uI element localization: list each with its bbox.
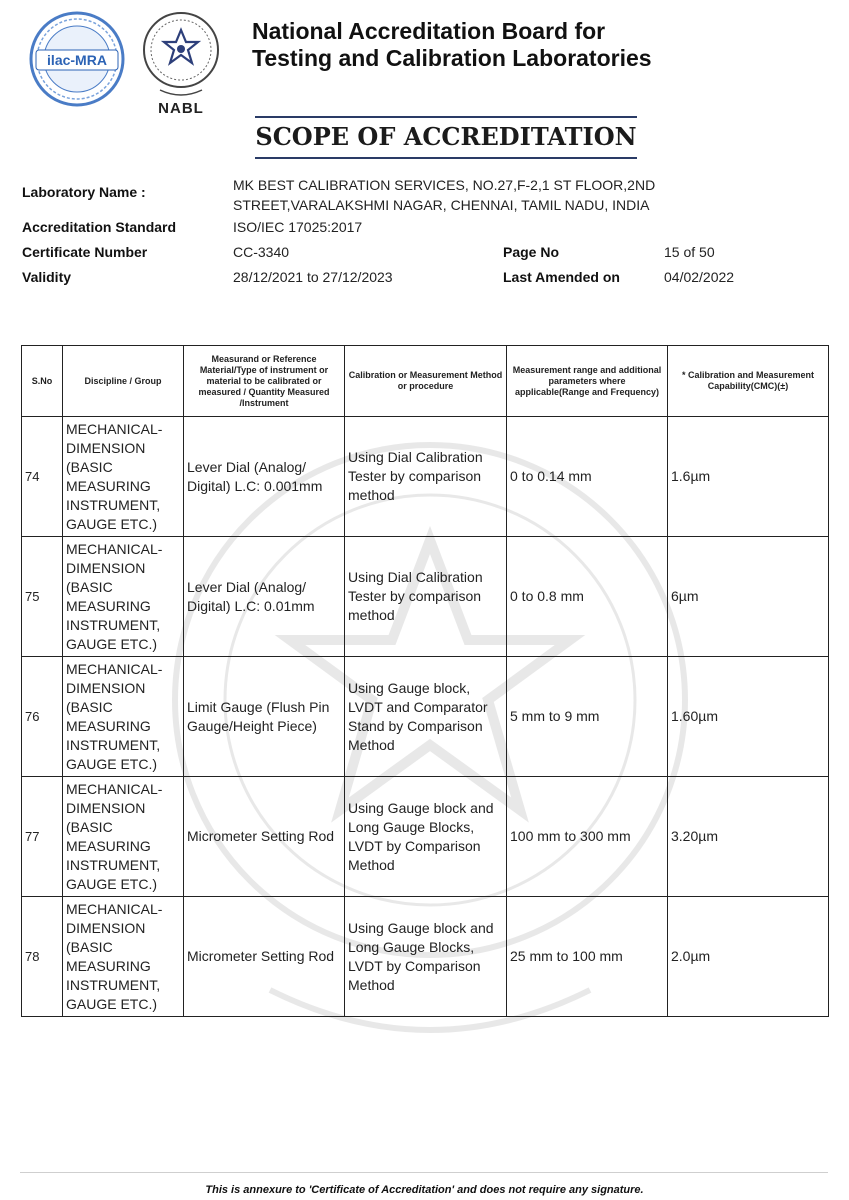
svg-text:ilac-MRA: ilac-MRA [47,52,107,68]
table-row [22,537,829,657]
cell-sno: 75 [22,537,63,657]
cell-sno: 76 [22,657,63,777]
table-row [22,417,829,537]
standard-value: ISO/IEC 17025:2017 [233,219,363,235]
ilac-mra-logo [28,10,126,108]
cell-method: Using Dial Calibration Tester by comparison method [345,537,507,657]
org-title-line-1: National Accreditation Board for [252,18,606,44]
table-row [22,657,829,777]
cell-range: 0 to 0.8 mm [507,537,668,657]
lab-name-line-2: STREET,VARALAKSHMI NAGAR, CHENNAI, TAMIL NADU, INDIA [233,197,650,213]
cell-range: 25 mm to 100 mm [507,897,668,1017]
cell-discipline: MECHANICAL- DIMENSION (BASIC MEASURING INSTRUMENT, GAUGE ETC.) [63,777,184,897]
certificate-label: Certificate Number [22,244,148,260]
cell-method: Using Gauge block, LVDT and Comparator Stand by Comparison Method [345,657,507,777]
cell-discipline: MECHANICAL- DIMENSION (BASIC MEASURING INSTRUMENT, GAUGE ETC.) [63,537,184,657]
footer-note: This is annexure to 'Certificate of Accreditation' and does not require any signature. [205,1184,644,1196]
header-range: Measurement range and additional parameters where applicable(Range and Frequency) [507,346,668,417]
cell-measurand: Lever Dial (Analog/ Digital) L.C: 0.001mm [184,417,345,537]
validity-label: Validity [22,269,72,285]
last-amended-value: 04/02/2022 [664,269,735,285]
lab-name-value [233,175,655,215]
org-title-line-2: Testing and Calibration Laboratories [252,45,652,71]
lab-name-line-1: MK BEST CALIBRATION SERVICES, NO.27,F-2,1 ST FLOOR,2ND [233,177,656,193]
header-sno: S.No [22,346,63,417]
nabl-logo-text: NABL [158,100,204,117]
page-no-value: 15 of 50 [664,244,715,260]
cell-cmc: 1.6µm [668,417,829,537]
cell-discipline: MECHANICAL- DIMENSION (BASIC MEASURING INSTRUMENT, GAUGE ETC.) [63,657,184,777]
page-no-label: Page No [503,244,560,260]
organization-title [252,18,772,72]
table-header-row [22,346,829,417]
lab-name-label: Laboratory Name : [22,184,146,200]
cell-measurand: Micrometer Setting Rod [184,897,345,1017]
header-method: Calibration or Measurement Method or procedure [345,346,507,417]
cell-method: Using Gauge block and Long Gauge Blocks, LVDT by Comparison Method [345,777,507,897]
cell-measurand: Micrometer Setting Rod [184,777,345,897]
cell-measurand: Lever Dial (Analog/ Digital) L.C: 0.01mm [184,537,345,657]
header-cmc: * Calibration and Measurement Capability(CMC)(±) [668,346,829,417]
last-amended-label: Last Amended on [503,269,620,285]
header-discipline: Discipline / Group [63,346,184,417]
cell-sno: 77 [22,777,63,897]
cell-cmc: 1.60µm [668,657,829,777]
table-row [22,777,829,897]
footer-divider [20,1172,828,1173]
cell-method: Using Dial Calibration Tester by comparison method [345,417,507,537]
table-row [22,897,829,1017]
validity-value: 28/12/2021 to 27/12/2023 [233,269,393,285]
nabl-emblem-icon [140,8,222,104]
cell-method: Using Gauge block and Long Gauge Blocks, LVDT by Comparison Method [345,897,507,1017]
scope-table [21,345,829,1017]
cell-cmc: 6µm [668,537,829,657]
cell-cmc: 2.0µm [668,897,829,1017]
cell-discipline: MECHANICAL- DIMENSION (BASIC MEASURING INSTRUMENT, GAUGE ETC.) [63,417,184,537]
header-measurand: Measurand or Reference Material/Type of instrument or material to be calibrated or measured / Quantity Measured /Instrument [184,346,345,417]
cell-range: 0 to 0.14 mm [507,417,668,537]
cell-sno: 78 [22,897,63,1017]
certificate-value: CC-3340 [233,244,290,260]
document-title: SCOPE OF ACCREDITATION [255,116,637,159]
cell-sno: 74 [22,417,63,537]
cell-range: 100 mm to 300 mm [507,777,668,897]
standard-label: Accreditation Standard [22,219,177,235]
cell-measurand: Limit Gauge (Flush Pin Gauge/Height Piece) [184,657,345,777]
cell-discipline: MECHANICAL- DIMENSION (BASIC MEASURING INSTRUMENT, GAUGE ETC.) [63,897,184,1017]
cell-range: 5 mm to 9 mm [507,657,668,777]
cell-cmc: 3.20µm [668,777,829,897]
